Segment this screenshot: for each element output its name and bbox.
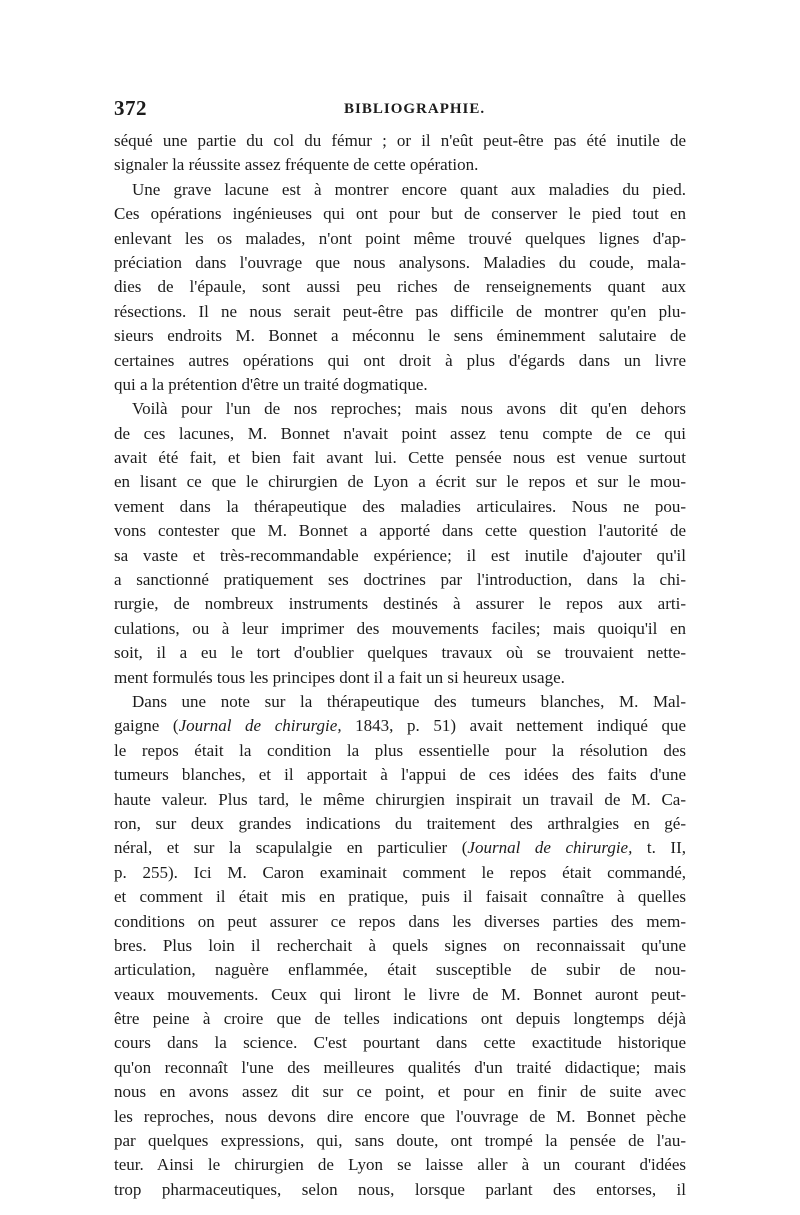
- text-line: en lisant ce que le chirurgien de Lyon a écrit sur le repos et sur le mou-: [114, 472, 686, 492]
- running-head: [114, 96, 686, 126]
- text-line: vons contester que M. Bonnet a apporté dans cette question l'autorité de: [114, 521, 686, 541]
- text-line: sieurs endroits M. Bonnet a méconnu le sens éminemment salutaire de: [114, 326, 686, 346]
- text-line: résections. Il ne nous serait peut-être pas difficile de montrer qu'en plu-: [114, 301, 686, 321]
- text-line: et comment il était mis en pratique, puis il faisait connaître à quelles: [114, 887, 686, 907]
- running-title: BIBLIOGRAPHIE.: [344, 101, 486, 117]
- text-line: soit, il a eu le tort d'oublier quelques travaux où se trouvaient nette-: [114, 643, 686, 663]
- text-line: Voilà pour l'un de nos reproches; mais nous avons dit qu'en dehors: [132, 399, 686, 419]
- text-segment: t. II,: [632, 838, 686, 858]
- text-line: [114, 714, 686, 738]
- text-line: par quelques expressions, qui, sans doute, ont trompé la pensée de l'au-: [114, 1131, 686, 1151]
- text-line: articulation, naguère enflammée, était susceptible de subir de nou-: [114, 960, 686, 980]
- text-line: préciation dans l'ouvrage que nous analysons. Maladies du coude, mala-: [114, 252, 686, 272]
- text-line: Ces opérations ingénieuses qui ont pour but de conserver le pied tout en: [114, 204, 686, 224]
- page-number: 372: [114, 96, 147, 120]
- text-line: conditions on peut assurer ce repos dans les diverses parties des mem-: [114, 911, 686, 931]
- text-line: [114, 836, 686, 860]
- text-segment: néral, et sur la scapulalgie en particulier (: [114, 838, 468, 858]
- text-line: Dans une note sur la thérapeutique des tumeurs blanches, M. Mal-: [132, 691, 686, 711]
- text-line: bres. Plus loin il recherchait à quels signes on reconnaissait qu'une: [114, 935, 686, 955]
- text-line: les reproches, nous devons dire encore que l'ouvrage de M. Bonnet pèche: [114, 1106, 686, 1126]
- text-line: séqué une partie du col du fémur ; or il n'eût peut-être pas été inutile de: [114, 131, 686, 150]
- text-line: trop pharmaceutiques, selon nous, lorsque parlant des entorses, il: [114, 1179, 686, 1199]
- text-line: teur. Ainsi le chirurgien de Lyon se laisse aller à un courant d'idées: [114, 1155, 686, 1175]
- text-line: rurgie, de nombreux instruments destinés à assurer le repos aux arti-: [114, 594, 686, 614]
- text-line: être peine à croire que de telles indications ont depuis longtemps déjà: [114, 1009, 686, 1029]
- text-line: p. 255). Ici M. Caron examinait comment le repos était commandé,: [114, 862, 686, 882]
- text-line: signaler la réussite assez fréquente de cette opération.: [114, 155, 479, 175]
- text-line: le repos était la condition la plus essentielle pour la résolution des: [114, 740, 686, 760]
- text-line: de ces lacunes, M. Bonnet n'avait point assez tenu compte de ce qui: [114, 423, 686, 443]
- text-line: culations, ou à leur imprimer des mouvements faciles; mais quoiqu'il en: [114, 618, 686, 638]
- text-segment: gaigne (: [114, 716, 179, 736]
- body-text: [114, 129, 686, 1202]
- text-line: avait été fait, et bien fait avant lui. Cette pensée nous est venue surtout: [114, 448, 686, 468]
- journal-title-italic: Journal de chirurgie,: [467, 838, 633, 858]
- text-line: enlevant les os malades, n'ont point même trouvé quelques lignes d'ap-: [114, 228, 686, 248]
- text-line: qu'on reconnaît l'une des meilleures qualités d'un traité didactique; mais: [114, 1057, 686, 1077]
- text-line: ron, sur deux grandes indications du traitement des arthralgies en gé-: [114, 813, 686, 833]
- text-segment: 1843, p. 51) avait nettement indiqué que: [341, 716, 686, 736]
- text-line: dies de l'épaule, sont aussi peu riches de renseignements quant aux: [114, 277, 686, 297]
- text-line: a sanctionné pratiquement ses doctrines par l'introduction, dans la chi-: [114, 570, 686, 590]
- text-line: ment formulés tous les principes dont il a fait un si heureux usage.: [114, 667, 565, 687]
- text-line: haute valeur. Plus tard, le même chirurgien inspirait un travail de M. Ca-: [114, 789, 686, 809]
- text-line: nous en avons assez dit sur ce point, et pour en finir de suite avec: [114, 1082, 686, 1102]
- text-line: vement dans la thérapeutique des maladies articulaires. Nous ne pou-: [114, 496, 686, 516]
- text-line: cours dans la science. C'est pourtant dans cette exactitude historique: [114, 1033, 686, 1053]
- text-line: qui a la prétention d'être un traité dogmatique.: [114, 374, 428, 394]
- text-line: sa vaste et très-recommandable expérience; il est inutile d'ajouter qu'il: [114, 545, 686, 565]
- journal-title-italic: Journal de chirurgie,: [178, 716, 342, 736]
- text-line: tumeurs blanches, et il apportait à l'appui de ces idées des faits d'une: [114, 765, 686, 785]
- text-line: veaux mouvements. Ceux qui liront le livre de M. Bonnet auront peut-: [114, 984, 686, 1004]
- text-line: certaines autres opérations qui ont droit à plus d'égards dans un livre: [114, 350, 686, 370]
- text-line: Une grave lacune est à montrer encore quant aux maladies du pied.: [132, 179, 686, 199]
